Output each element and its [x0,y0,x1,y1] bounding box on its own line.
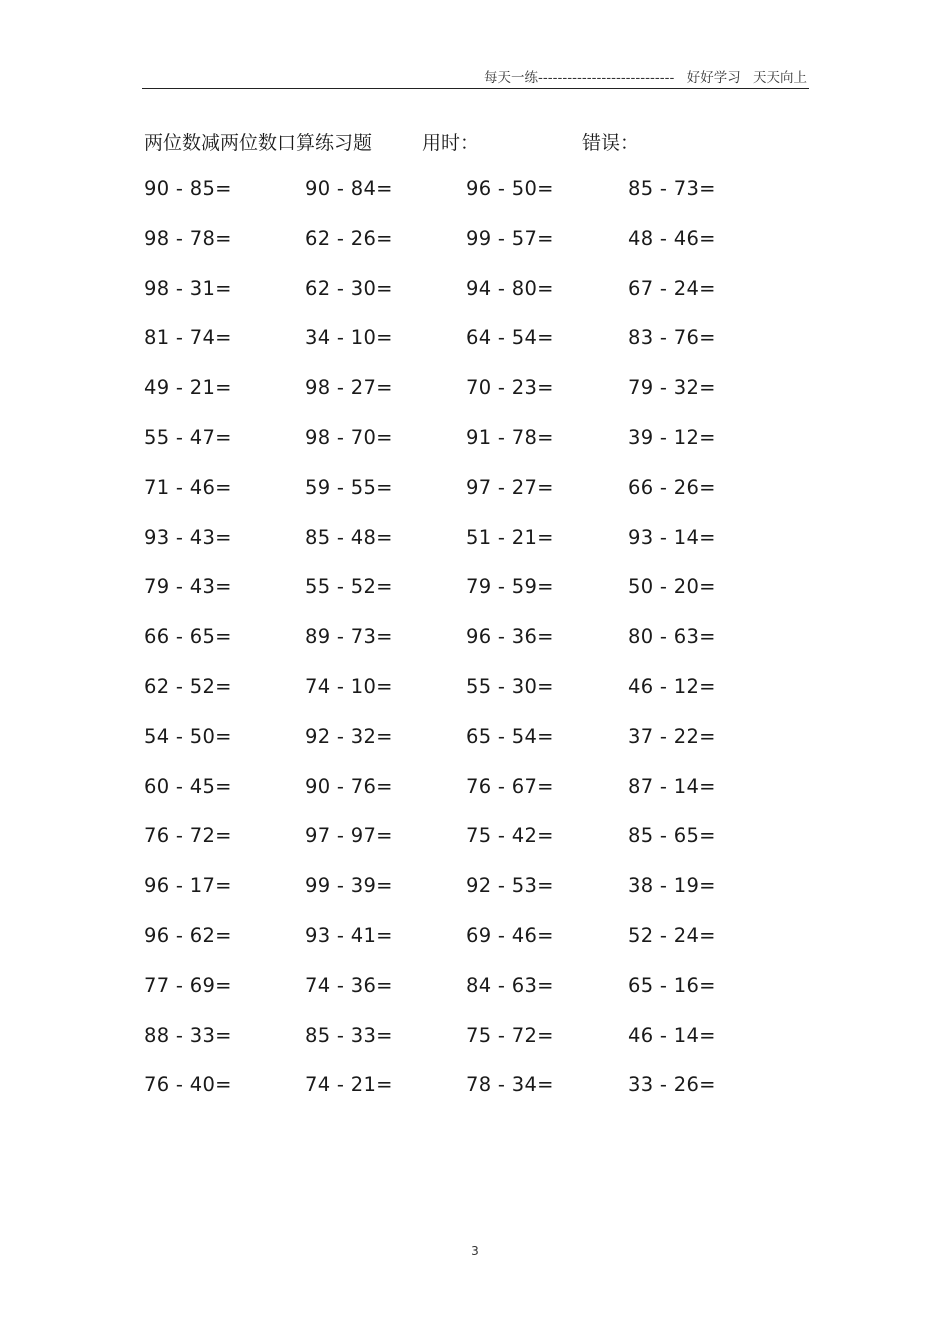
problem-item: 98 - 31= [144,276,232,300]
problem-row [144,725,794,775]
problem-item: 71 - 46= [144,475,232,499]
problem-item: 93 - 43= [144,525,232,549]
header-motto-right-2: 天天向上 [753,70,807,86]
problem-item: 83 - 76= [628,326,716,350]
problem-row [144,476,794,526]
problem-row [144,874,794,924]
problem-item: 74 - 21= [305,1073,393,1097]
problem-item: 69 - 46= [466,923,554,947]
problem-item: 79 - 43= [144,575,232,599]
problem-row [144,575,794,625]
problem-item: 92 - 53= [466,874,554,898]
problem-item: 99 - 39= [305,874,393,898]
problem-item: 37 - 22= [628,724,716,748]
problem-item: 55 - 30= [466,674,554,698]
problem-row [144,326,794,376]
problem-row [144,974,794,1024]
problem-item: 96 - 17= [144,874,232,898]
problem-item: 90 - 85= [144,177,232,200]
problem-item: 98 - 78= [144,226,232,250]
time-label: 用时： [422,132,480,154]
problem-item: 80 - 63= [628,625,716,649]
problem-item: 74 - 36= [305,973,393,997]
problem-item: 88 - 33= [144,1023,232,1047]
problem-item: 75 - 42= [466,824,554,848]
error-label: 错误： [582,132,640,154]
problem-item: 94 - 80= [466,276,554,300]
problem-item: 78 - 34= [466,1073,554,1097]
problem-item: 60 - 45= [144,774,232,798]
problem-row [144,775,794,825]
problem-item: 75 - 72= [466,1023,554,1047]
problem-item: 74 - 10= [305,674,393,698]
problem-item: 76 - 72= [144,824,232,848]
problem-row [144,376,794,426]
problem-row [144,1073,794,1123]
problem-row [144,824,794,874]
problem-item: 54 - 50= [144,724,232,748]
problem-item: 96 - 62= [144,923,232,947]
page-number: 3 [471,1244,479,1258]
problem-item: 50 - 20= [628,575,716,599]
problem-item: 66 - 65= [144,625,232,649]
problem-item: 91 - 78= [466,425,554,449]
problem-item: 98 - 27= [305,376,393,400]
problem-item: 97 - 27= [466,475,554,499]
header-dash-line: ---------------------------- [538,70,675,86]
problem-item: 76 - 67= [466,774,554,798]
problem-item: 99 - 57= [466,226,554,250]
problem-item: 93 - 41= [305,923,393,947]
problem-item: 85 - 65= [628,824,716,848]
problem-item: 90 - 76= [305,774,393,798]
problem-item: 76 - 40= [144,1073,232,1097]
header-text [484,66,807,86]
problem-row [144,227,794,277]
problem-item: 65 - 16= [628,973,716,997]
problem-item: 62 - 52= [144,674,232,698]
problem-item: 93 - 14= [628,525,716,549]
problem-row [144,426,794,476]
problem-item: 33 - 26= [628,1073,716,1097]
problem-item: 79 - 59= [466,575,554,599]
problem-item: 97 - 97= [305,824,393,848]
problem-item: 85 - 33= [305,1023,393,1047]
page-header [142,62,809,89]
problem-row [144,924,794,974]
problem-item: 79 - 32= [628,376,716,400]
problem-item: 46 - 14= [628,1023,716,1047]
problem-item: 90 - 84= [305,177,393,200]
problem-item: 92 - 32= [305,724,393,748]
problem-item: 51 - 21= [466,525,554,549]
problem-item: 49 - 21= [144,376,232,400]
problem-item: 84 - 63= [466,973,554,997]
problem-item: 70 - 23= [466,376,554,400]
problem-item: 34 - 10= [305,326,393,350]
header-motto-right-1: 好好学习 [686,70,741,86]
problem-item: 85 - 73= [628,177,716,200]
problem-item: 87 - 14= [628,774,716,798]
header-motto-left: 每天一练 [484,70,538,86]
problem-row [144,625,794,675]
problem-item: 52 - 24= [628,923,716,947]
problem-item: 96 - 36= [466,625,554,649]
problem-item: 62 - 30= [305,276,393,300]
problem-row [144,277,794,327]
problem-item: 59 - 55= [305,475,393,499]
problem-item: 38 - 19= [628,874,716,898]
problem-item: 46 - 12= [628,674,716,698]
problem-item: 65 - 54= [466,724,554,748]
problem-row [144,1024,794,1074]
problem-item: 96 - 50= [466,177,554,200]
problem-item: 55 - 52= [305,575,393,599]
problem-item: 81 - 74= [144,326,232,350]
problem-row [144,675,794,725]
problem-grid [144,177,794,1123]
problem-item: 48 - 46= [628,226,716,250]
problem-row [144,526,794,576]
problem-item: 64 - 54= [466,326,554,350]
worksheet-title: 两位数减两位数口算练习题 [144,132,373,154]
problem-item: 55 - 47= [144,425,232,449]
problem-row [144,177,794,227]
problem-item: 67 - 24= [628,276,716,300]
problem-item: 66 - 26= [628,475,716,499]
problem-item: 89 - 73= [305,625,393,649]
problem-item: 85 - 48= [305,525,393,549]
problem-item: 39 - 12= [628,425,716,449]
problem-item: 77 - 69= [144,973,232,997]
problem-item: 62 - 26= [305,226,393,250]
problem-item: 98 - 70= [305,425,393,449]
